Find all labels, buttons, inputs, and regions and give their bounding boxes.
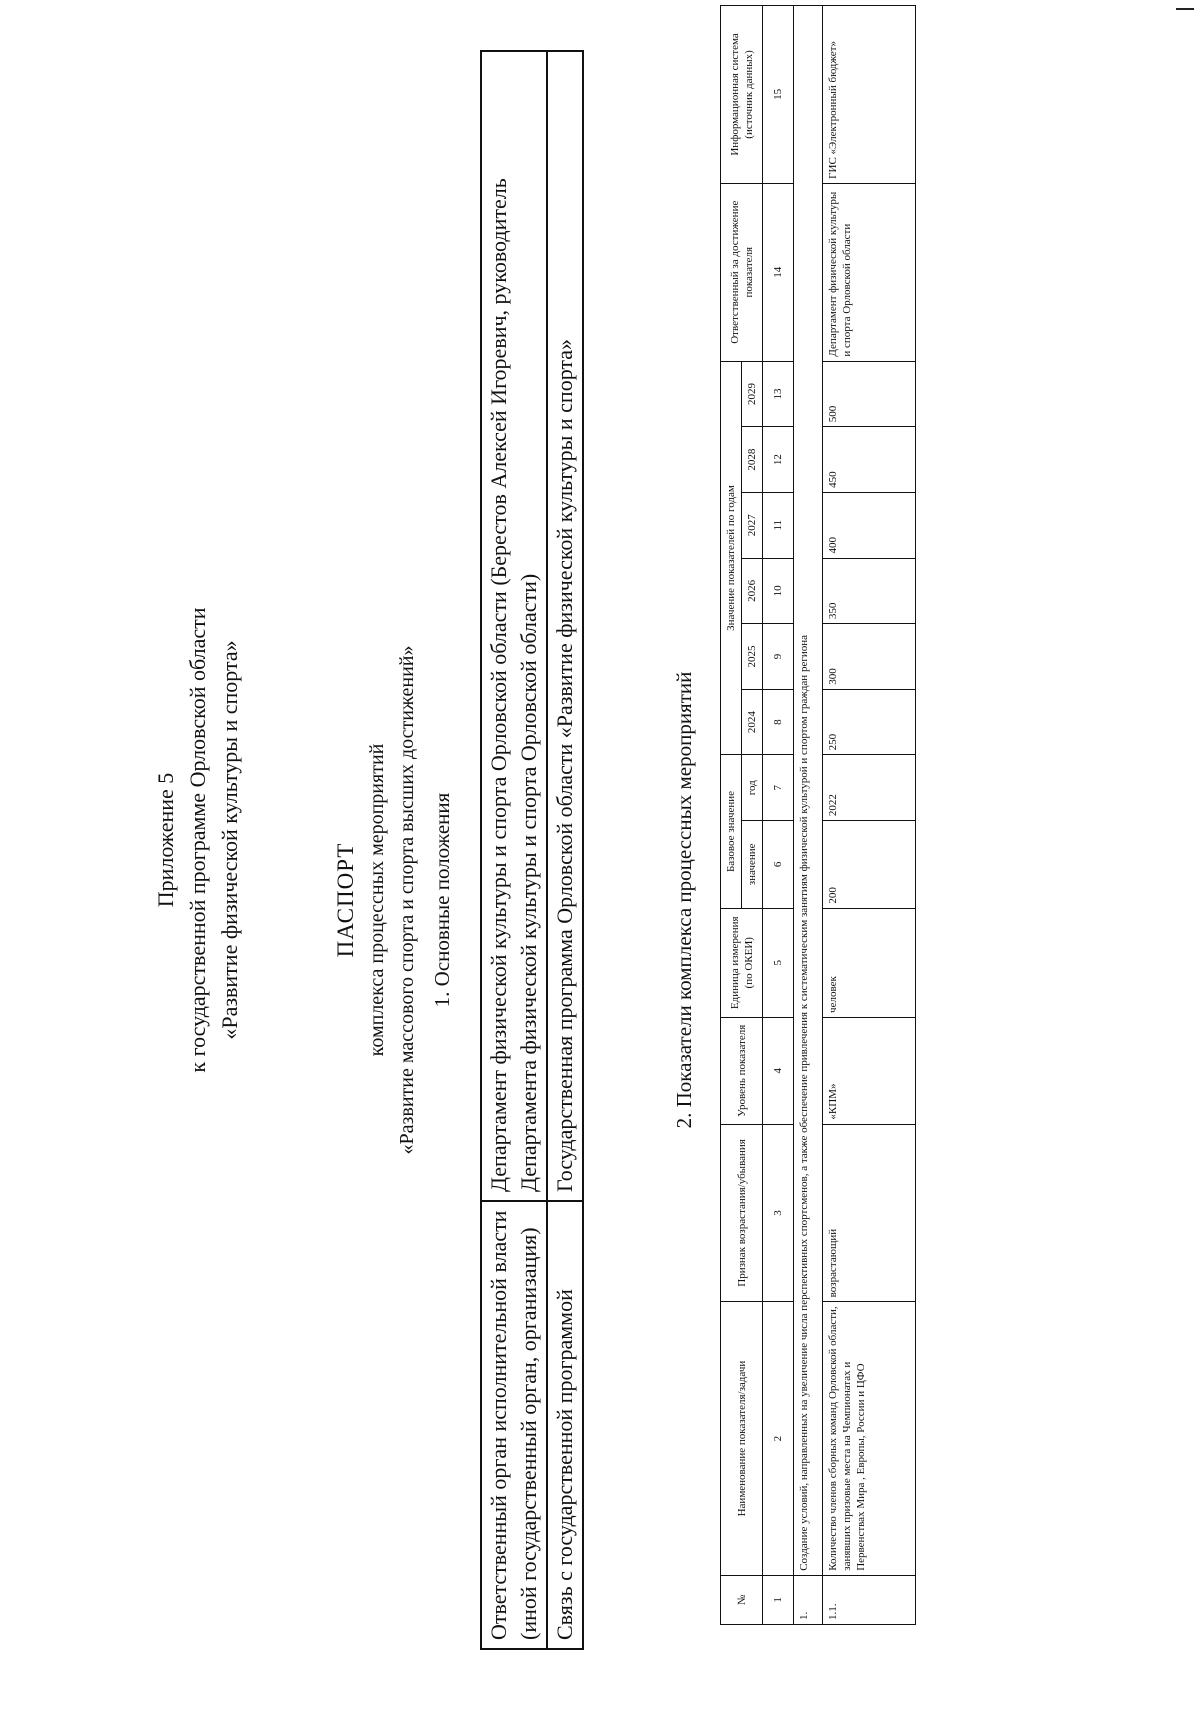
- passport-title-block: [330, 230, 422, 1570]
- responsible-body-label: Ответственный орган исполнительной власти (иной государственный орган, организация): [481, 1201, 547, 1649]
- indicator-number: 1.1.: [823, 1575, 916, 1624]
- column-numbers-row: [763, 6, 794, 1625]
- col-years-header: Значение показателей по годам: [721, 361, 742, 755]
- indicator-responsible: Департамент физической культуры и спорта Орловской области: [823, 183, 916, 361]
- program-link-value: Государственная программа Орловской области «Развитие физической культуры и спорта»: [547, 51, 583, 1201]
- indicator-row: [823, 6, 916, 1625]
- col-year-2024: 2024: [742, 689, 763, 755]
- indicator-value-2028: 450: [823, 427, 916, 493]
- column-number: 7: [763, 755, 794, 821]
- indicator-value-2027: 400: [823, 492, 916, 558]
- indicator-value-2029: 500: [823, 361, 916, 427]
- column-number: 1: [763, 1575, 794, 1624]
- task-row: [794, 6, 823, 1625]
- col-num-header: №: [721, 1575, 763, 1624]
- appendix-header: [150, 260, 246, 1420]
- indicator-value-2026: 350: [823, 558, 916, 624]
- col-year-2027: 2027: [742, 492, 763, 558]
- indicator-base-value: 200: [823, 821, 916, 909]
- col-year-2025: 2025: [742, 624, 763, 690]
- column-number: 15: [763, 6, 794, 184]
- section1-heading: 1. Основные положения: [430, 792, 454, 1008]
- passport-title: ПАСПОРТ: [333, 842, 358, 958]
- column-number: 14: [763, 183, 794, 361]
- col-base-value-header: значение: [742, 821, 763, 909]
- column-number: 6: [763, 821, 794, 909]
- col-base-year-header: год: [742, 755, 763, 821]
- task-number: 1.: [794, 1575, 823, 1624]
- passport-subtitle: комплекса процессных мероприятий: [366, 743, 388, 1057]
- appendix-program-name: «Развитие физической культуры и спорта»: [217, 640, 242, 1040]
- indicator-info-system: ГИС «Электронный бюджет»: [823, 6, 916, 184]
- section2-heading: 2. Показатели комплекса процессных мероприятий: [672, 671, 696, 1129]
- task-text: Создание условий, направленных на увеличение числа перспективных спортсменов, а также обеспечение привлечения к систематическим занятиям физической культурой и спортом граждан региона: [794, 6, 823, 1576]
- column-number: 9: [763, 624, 794, 690]
- col-base-header: Базовое значение: [721, 755, 742, 908]
- appendix-number: Приложение 5: [153, 772, 178, 908]
- column-number: 10: [763, 558, 794, 624]
- indicator-value-2024: 250: [823, 689, 916, 755]
- basic-provisions-table: [480, 50, 584, 1650]
- indicator-base-year: 2022: [823, 755, 916, 821]
- header-row: [721, 6, 742, 1625]
- col-unit-header: Единица измерения (по ОКЕИ): [721, 908, 763, 1017]
- column-number: 2: [763, 1302, 794, 1575]
- col-year-2026: 2026: [742, 558, 763, 624]
- indicator-value-2025: 300: [823, 624, 916, 690]
- col-sign-header: Признак возрастания/убывания: [721, 1124, 763, 1302]
- indicator-name: Количество членов сборных команд Орловской области, занявших призовые места на Чемпионатах и Первенствах Мира , Европы, России и ЦФО: [823, 1302, 916, 1575]
- responsible-body-value: Департамент физической культуры и спорта Орловской области (Берестов Алексей Игоревич, руководитель Департамента физической культуры и спорта Орловской области): [481, 51, 547, 1201]
- column-number: 12: [763, 427, 794, 493]
- col-info-system-header: Информационная система (источник данных): [721, 6, 763, 184]
- column-number: 5: [763, 908, 794, 1017]
- table-row: [547, 51, 583, 1649]
- column-number: 4: [763, 1017, 794, 1124]
- indicator-unit: человек: [823, 908, 916, 1017]
- appendix-program: к государственной программе Орловской области: [185, 607, 210, 1073]
- passport-name: «Развитие массового спорта и спорта высших достижений»: [396, 645, 418, 1155]
- indicators-table: [720, 5, 916, 1625]
- table-row: [481, 51, 547, 1649]
- col-year-2028: 2028: [742, 427, 763, 493]
- col-year-2029: 2029: [742, 361, 763, 427]
- indicator-sign: возрастающий: [823, 1124, 916, 1302]
- column-number: 11: [763, 492, 794, 558]
- column-number: 13: [763, 361, 794, 427]
- indicator-level: «КПМ»: [823, 1017, 916, 1124]
- col-level-header: Уровень показателя: [721, 1017, 763, 1124]
- col-responsible-header: Ответственный за достижение показателя: [721, 183, 763, 361]
- column-number: 3: [763, 1124, 794, 1302]
- col-name-header: Наименование показателя/задачи: [721, 1302, 763, 1575]
- column-number: 8: [763, 689, 794, 755]
- program-link-label: Связь с государственной программой: [547, 1201, 583, 1649]
